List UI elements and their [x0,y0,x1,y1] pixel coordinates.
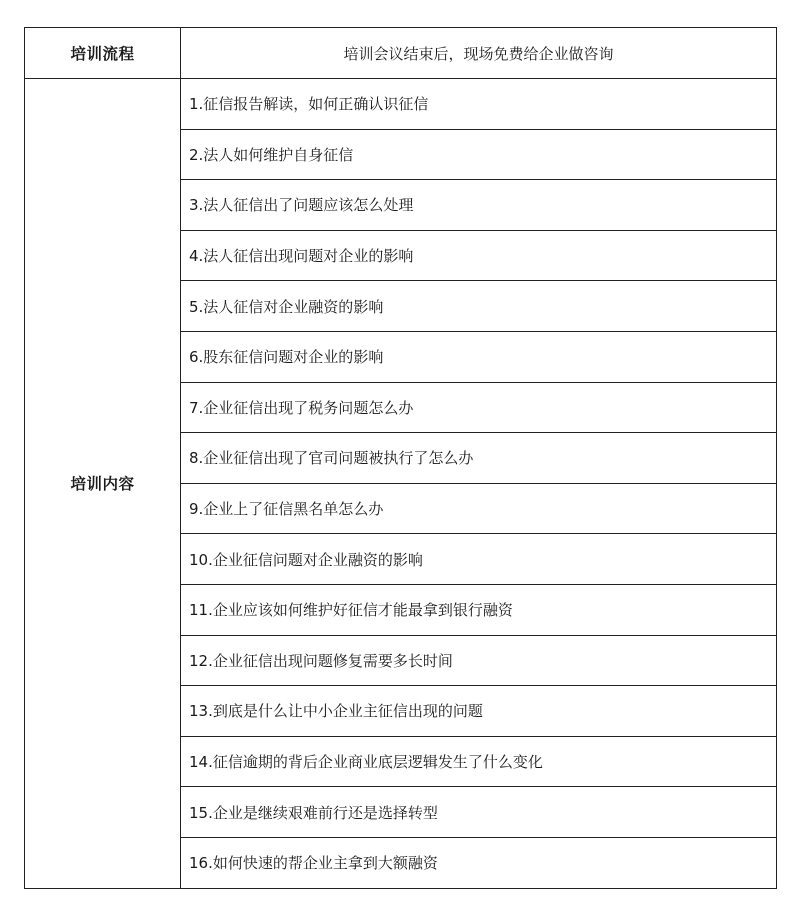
content-item: 6.股东征信问题对企业的影响 [181,331,777,382]
process-row [25,28,777,79]
content-item: 2.法人如何维护自身征信 [181,129,777,180]
content-item: 15.企业是继续艰难前行还是选择转型 [181,787,777,838]
content-item: 4.法人征信出现问题对企业的影响 [181,230,777,281]
content-item: 1.征信报告解读，如何正确认识征信 [181,79,777,130]
content-item: 16.如何快速的帮企业主拿到大额融资 [181,837,777,888]
content-label: 培训内容 [25,79,181,889]
content-item: 3.法人征信出了问题应该怎么处理 [181,180,777,231]
content-item: 7.企业征信出现了税务问题怎么办 [181,382,777,433]
content-item: 11.企业应该如何维护好征信才能最拿到银行融资 [181,584,777,635]
content-item: 9.企业上了征信黑名单怎么办 [181,483,777,534]
process-value: 培训会议结束后，现场免费给企业做咨询 [181,28,777,79]
process-label: 培训流程 [25,28,181,79]
content-item: 12.企业征信出现问题修复需要多长时间 [181,635,777,686]
content-item: 8.企业征信出现了官司问题被执行了怎么办 [181,433,777,484]
content-item-row [25,79,777,130]
content-item: 13.到底是什么让中小企业主征信出现的问题 [181,686,777,737]
content-item: 14.征信逾期的背后企业商业底层逻辑发生了什么变化 [181,736,777,787]
content-item: 10.企业征信问题对企业融资的影响 [181,534,777,585]
training-table [24,27,777,889]
content-item: 5.法人征信对企业融资的影响 [181,281,777,332]
